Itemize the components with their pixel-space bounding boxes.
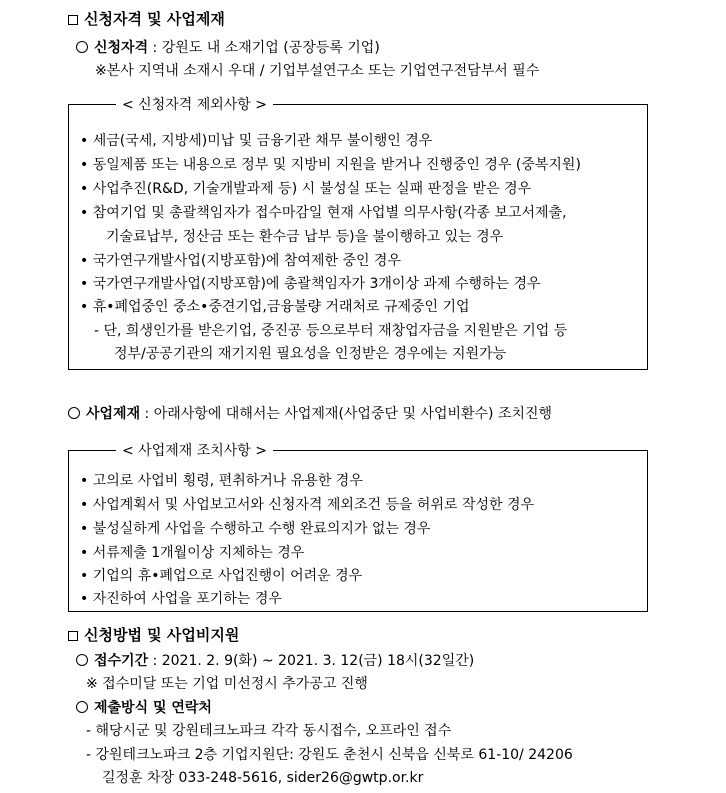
sanction-text: : 아래사항에 대해서는 사업제재(사업중단 및 사업비환수) 조치진행: [140, 406, 553, 422]
section-heading-qualification: [68, 8, 225, 29]
period-note: ※ 접수미달 또는 기업 미선정시 추가공고 진행: [86, 676, 368, 692]
sanction-item: • 사업계획서 및 사업보고서와 신청자격 제외조건 등을 허위로 작성한 경우: [80, 497, 535, 513]
exclusion-item-continued: 기술료납부, 정산금 또는 환수금 납부 등)을 불이행하고 있는 경우: [106, 229, 504, 245]
exclusion-item: • 국가연구개발사업(지방포함)에 총괄책임자가 3개이상 과제 수행하는 경우: [80, 276, 541, 292]
sanction-item: • 불성실하게 사업을 수행하고 수행 완료의지가 없는 경우: [80, 521, 431, 537]
exclusion-item: • 동일제품 또는 내용으로 정부 및 지방비 지원을 받거나 진행중인 경우 (중복지원): [80, 157, 581, 173]
exclusion-item: • 세금(국세, 지방세)미납 및 금융기관 채무 불이행인 경우: [80, 133, 433, 149]
submission-detail: - 강원테크노파크 2층 기업지원단: 강원도 춘천시 신북읍 신북로 61-10/ 24206: [86, 747, 573, 763]
submission-line: [76, 697, 212, 717]
exclusion-item: • 참여기업 및 총괄책임자가 접수마감일 현재 사업별 의무사항(각종 보고서제출,: [80, 205, 567, 221]
circle-bullet-icon: [76, 41, 88, 53]
submission-detail: - 해당시군 및 강원테크노파크 각각 동시접수, 오프라인 접수: [86, 723, 452, 739]
exclusion-item: • 사업추진(R&D, 기술개발과제 등) 시 불성실 또는 실패 판정을 받은 경우: [80, 181, 532, 197]
qualification-label: 신청자격: [94, 40, 149, 56]
period-line: [76, 650, 474, 670]
circle-bullet-icon: [68, 407, 80, 419]
sanction-line: [68, 403, 552, 423]
sanction-item: • 서류제출 1개월이상 지체하는 경우: [80, 545, 305, 561]
sanction-label: 사업제재: [86, 406, 141, 422]
contact-detail: 길정훈 차장 033-248-5616, sider26@gwtp.or.kr: [102, 770, 424, 786]
qualification-text: : 강원도 내 소재기업 (공장등록 기업): [148, 40, 380, 56]
exclusion-exception: - 단, 희생인가를 받은기업, 중진공 등으로부터 재창업자금을 지원받은 기업 등: [94, 323, 568, 339]
sanction-item: • 고의로 사업비 횡령, 편취하거나 유용한 경우: [80, 473, 363, 489]
square-bullet-icon: [68, 631, 78, 641]
submission-label: 제출방식 및 연락처: [94, 700, 212, 716]
exclusion-exception-continued: 정부/공공기관의 재기지원 필요성을 인정받은 경우에는 지원가능: [114, 346, 507, 362]
section-heading-text: 신청방법 및 사업비지원: [84, 626, 240, 644]
section-heading-text: 신청자격 및 사업제재: [84, 10, 225, 28]
exclusion-item: • 휴•폐업중인 중소•중견기업,금융불량 거래처로 규제중인 기업: [80, 299, 470, 315]
square-bullet-icon: [68, 15, 78, 25]
qualification-note: ※본사 지역내 소재시 우대 / 기업부설연구소 또는 기업연구전담부서 필수: [95, 63, 540, 79]
period-label: 접수기간: [94, 653, 149, 669]
section-heading-application: [68, 624, 239, 645]
exclusion-item: • 국가연구개발사업(지방포함)에 참여제한 중인 경우: [80, 253, 401, 269]
sanction-box-title: < 사업제재 조치사항 >: [116, 440, 273, 460]
exclusion-box-title: < 신청자격 제외사항 >: [116, 94, 273, 114]
circle-bullet-icon: [76, 654, 88, 666]
sanction-item: • 자진하여 사업을 포기하는 경우: [80, 591, 282, 607]
circle-bullet-icon: [76, 701, 88, 713]
sanction-item: • 기업의 휴•폐업으로 사업진행이 어려운 경우: [80, 568, 363, 584]
period-text: : 2021. 2. 9(화) ~ 2021. 3. 12(금) 18시(32일간): [148, 653, 475, 669]
qualification-line: [76, 37, 380, 57]
